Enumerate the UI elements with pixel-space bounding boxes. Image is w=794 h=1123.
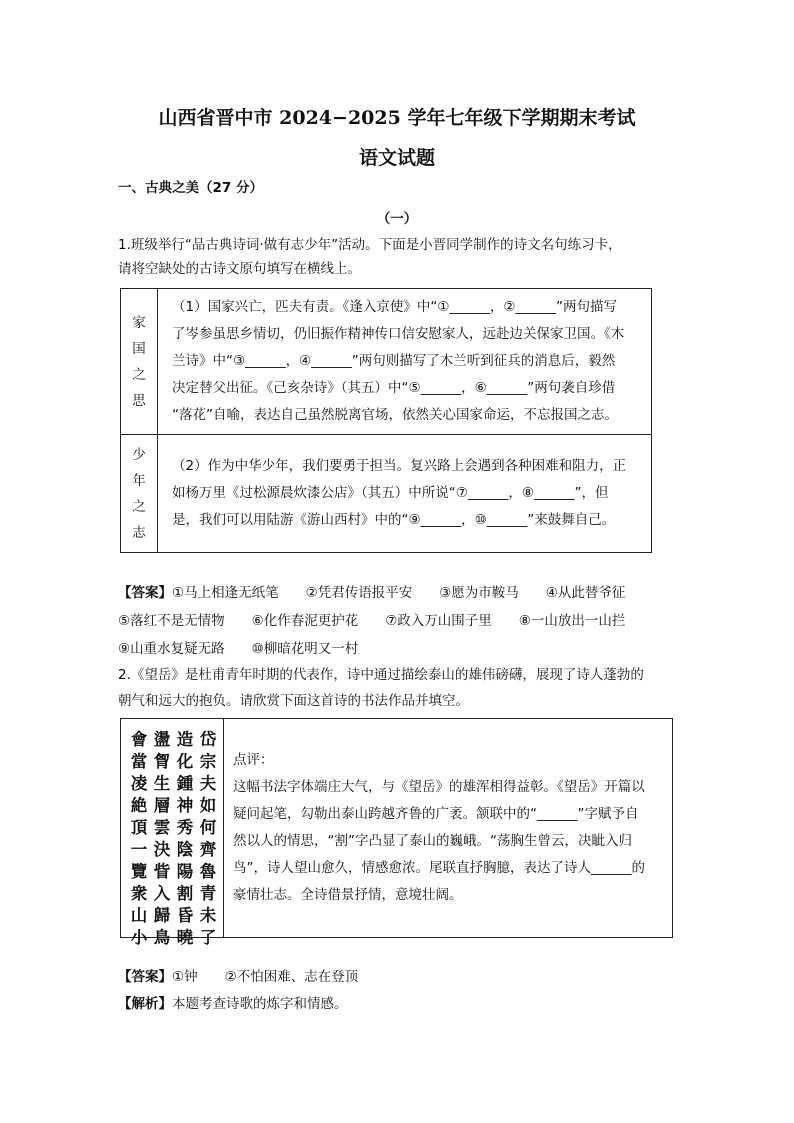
card2-line: （2）作为中华少年，我们要勇于担当。复兴路上会遇到各种困难和阻力，正 [172, 458, 627, 474]
card2-line: 是，我们可以用陆游《游山西村》中的“⑨______，⑩______”来鼓舞自己。 [172, 512, 616, 528]
q1-stem-line2: 请将空缺处的古诗文原句填写在横线上。 [118, 261, 361, 277]
section-heading: 一、古典之美（27 分） [118, 180, 263, 196]
card1-line: （1）国家兴亡，匹夫有责。《逢入京使》中“①______，②______”两句描写 [172, 299, 618, 315]
card1-label-char: 国 [132, 340, 146, 357]
page-title: 山西省晋中市 2024−2025 学年七年级下学期期末考试 [158, 107, 636, 129]
card-row-youth-ambition [121, 435, 652, 553]
card2-label-char: 志 [132, 524, 146, 541]
card1-line: 决定替父出征。《己亥杂诗》（其五）中“⑤______，⑥______”两句袭自珍借 [172, 380, 616, 396]
answer-text: 本题考查诗歌的炼字和情感。 [172, 996, 348, 1012]
comment-text [233, 747, 663, 909]
card2-text [158, 435, 652, 553]
calligraphy-column: 造化鍾神秀陰陽割昏曉 [176, 730, 194, 947]
answer-label: 【答案】 [118, 585, 172, 601]
page-subtitle: 语文试题 [358, 147, 435, 169]
calligraphy-box [120, 718, 673, 947]
q1-stem-line1: 1.班级举行“品古典诗词·做有志少年”活动。下面是小晋同学制作的诗文名句练习卡， [118, 237, 622, 253]
card-row-family-country [121, 289, 652, 435]
q1-answer-line1 [118, 583, 625, 603]
card1-text [158, 289, 652, 435]
card1-line: “落花”自喻，表达自己虽然脱离官场，依然关心国家命运，不忘报国之志。 [172, 407, 618, 423]
comment-title: 点评： [233, 752, 274, 768]
calligraphy-column: 岱宗夫如何齊魯青未了 [199, 730, 217, 947]
card1-label-char: 思 [132, 392, 146, 409]
comment-line: 鸟”，诗人望山愈久，情感愈浓。尾联直抒胸臆，表达了诗人______的 [233, 860, 645, 876]
card2-label [121, 435, 158, 553]
comment-line: 然以人的情思，“割”字凸显了泰山的巍峨。“荡胸生曾云，决眦入归 [233, 833, 632, 849]
answer-label: 【解析】 [118, 996, 172, 1012]
q2-stem-line2: 朝气和远大的抱负。请欣赏下面这首诗的书法作品并填空。 [118, 693, 469, 709]
calligraphy-artwork [121, 719, 224, 947]
part-heading: （一） [376, 211, 418, 227]
card1-label-char: 之 [132, 366, 146, 383]
q1-answer-line3: ⑨山重水复疑无路 ⑩柳暗花明又一村 [118, 641, 359, 657]
comment-line: 这幅书法字体端庄大气，与《望岳》的雄浑相得益彰。《望岳》开篇以 [233, 779, 645, 795]
comment-line: 豪情壮志。全诗借景抒情，意境壮阔。 [233, 887, 463, 903]
q2-stem-line1: 2.《望岳》是杜甫青年时期的代表作，诗中通过描绘泰山的雄伟磅礴，展现了诗人蓬勃的 [118, 667, 644, 683]
practice-card-table [120, 288, 652, 553]
card1-label-char: 家 [132, 314, 146, 331]
q1-answer-line2: ⑤落红不是无情物 ⑥化作春泥更护花 ⑦政入万山围子里 ⑧一山放出一山拦 [118, 613, 626, 629]
q2-analysis [118, 994, 348, 1014]
answer-label: 【答案】 [118, 969, 172, 985]
card2-label-char: 少 [132, 446, 146, 463]
q2-answer [118, 967, 358, 987]
card1-line: 兰诗》中“③______，④______”两句则描写了木兰听到征兵的消息后，毅然 [172, 353, 616, 369]
comment-line: 疑问起笔，勾勒出泰山跨越齐鲁的广袤。颔联中的“______”字赋予自 [233, 806, 639, 822]
calligraphy-column: 會當凌絶頂一覽衆山小 [130, 730, 148, 947]
card2-label-char: 之 [132, 498, 146, 515]
answer-text: ①马上相逢无纸笔 ②凭君传语报平安 ③愿为市鞍马 ④从此替爷征 [172, 585, 626, 601]
card2-line: 如杨万里《过松源晨炊漆公店》（其五）中所说“⑦______，⑧______”，但 [172, 485, 609, 501]
answer-text: ①钟 ②不怕困难、志在登顶 [172, 969, 359, 985]
card2-label-char: 年 [132, 472, 146, 489]
calligraphy-column: 盪胷生層雲決眥入歸鳥 [153, 730, 171, 947]
card1-label [121, 289, 158, 435]
card1-line: 了岑参虽思乡情切，仍旧振作精神传口信安慰家人，远赴边关保家卫国。《木 [172, 326, 625, 342]
